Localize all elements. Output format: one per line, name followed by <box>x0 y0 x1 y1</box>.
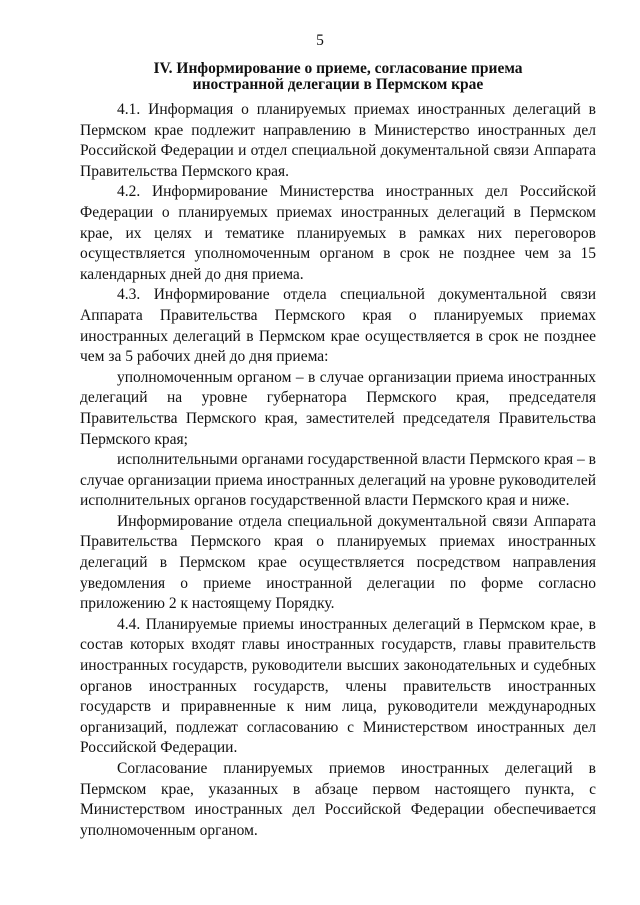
section-title <box>80 61 596 93</box>
paragraph-4-4: 4.4. Планируемые приемы иностранных делегаций в Пермском крае, в состав которых входят главы иностранных государств, главы правительств иностранных государств, руководители высших законодательных и судебных органов иностранных государств, члены правительств иностранных государств и приравненные к ним лица, руководители международных организаций, подлежат согласованию с Министерством иностранных дел Российской Федерации. <box>80 615 596 757</box>
paragraph-4-3-item-executive-bodies: исполнительными органами государственной власти Пермского края – в случае организации приема иностранных делегаций на уровне руководителей исполнительных органов государственной власти Пермского края и ниже. <box>80 451 596 510</box>
paragraph-4-4-approval: Согласование планируемых приемов иностранных делегаций в Пермском крае, указанных в абзаце первом настоящего пункта, с Министерством иностранных дел Российской Федерации обеспечивается уполномоченным органом. <box>80 760 596 839</box>
paragraph-4-2: 4.2. Информирование Министерства иностранных дел Российской Федерации о планируемых приемах иностранных делегаций в Пермском крае, их целях и тематике планируемых в рамках них переговоров осуществляется уполномоченным органом в срок не позднее чем за 15 календарных дней до дня приема. <box>80 183 596 283</box>
paragraph-4-3-item-authorized-body: уполномоченным органом – в случае организации приема иностранных делегаций на уровне губернатора Пермского края, председателя Правительства Пермского края, заместителей председателя Правительства Пермского края; <box>80 368 596 448</box>
paragraph-4-3-notification: Информирование отдела специальной документальной связи Аппарата Правительства Пермского края о планируемых приемах иностранных делегаций в Пермском крае осуществляется посредством направления уведомления о приеме иностранной делегации по форме согласно приложению 2 к настоящему Порядку. <box>80 512 596 613</box>
document-body <box>80 100 596 841</box>
section-title-line-1: IV. Информирование о приеме, согласование приема <box>153 60 523 77</box>
paragraph-4-1: 4.1. Информация о планируемых приемах иностранных делегаций в Пермском крае подлежит направлению в Министерство иностранных дел Российской Федерации и отдел специальной документальной связи Аппарата Правительства Пермского края. <box>80 101 596 180</box>
section-title-line-2: иностранной делегации в Пермском крае <box>192 76 484 93</box>
paragraph-4-3: 4.3. Информирование отдела специальной документальной связи Аппарата Правительства Пермского края о планируемых приемах иностранных делегаций в Пермском крае осуществляется в срок не позднее чем за 5 рабочих дней до дня приема: <box>80 286 596 366</box>
page-number: 5 <box>316 32 324 49</box>
